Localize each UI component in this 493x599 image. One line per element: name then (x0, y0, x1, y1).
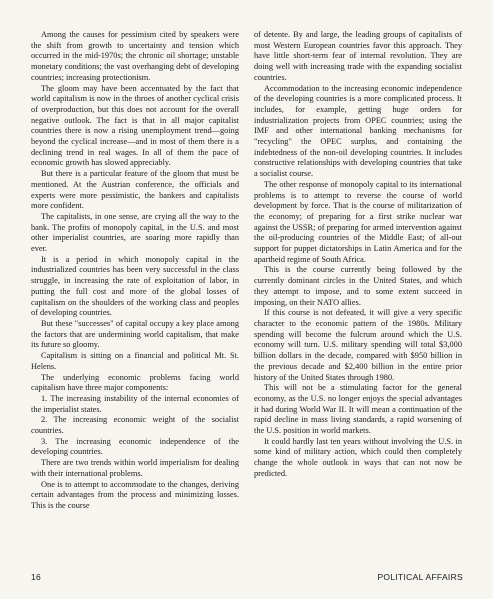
paragraph: There are two trends within world imperialism for dealing with their international problems. (31, 458, 239, 478)
paragraph-continued: of detente. By and large, the leading groups of capitalists of most Western European countries favor this approach. They have little short-term fear of internal revolution. They are doing well with increasing trade with the expanding socialist countries. (254, 30, 462, 82)
paragraph: This will not be a stimulating factor for the general economy, as the U.S. no longer enjoys the special advantages it had during World War II. It will mean a continuation of the rapid decline in mass living standards, a rapid worsening of the U.S. position in world markets. (254, 383, 462, 436)
left-column (31, 30, 239, 512)
paragraph: But there is a particular feature of the gloom that must be mentioned. At the Austrian conference, the officials and experts were more pessimistic, the bankers and capitalists more confident. (31, 169, 239, 211)
paragraph: But these "successes" of capital occupy a key place among the factors that are undermining world capitalism, that make its future so gloomy. (31, 318, 239, 350)
page-number: 16 (31, 572, 42, 582)
paragraph: If this course is not defeated, it will give a very specific character to the economic pattern of the 1980s. Military spending will become the fulcrum around which the U.S. economy will turn. U.S. military spending will total $3,000 billion dollars in the decade, compared with $950 billion in the previous decade and $2,400 billion in the entire prior history of the United States through 1980. (254, 308, 462, 382)
paragraph: It could hardly last ten years without involving the U.S. in some kind of military action, which could then completely change the whole outlook in ways that can not now be predicted. (254, 436, 462, 478)
paragraph: The underlying economic problems facing world capitalism have three major components: (31, 372, 239, 393)
list-item: 3. The increasing economic independence of the developing countries. (31, 436, 239, 457)
list-item: 1. The increasing instability of the internal economies of the imperialist states. (31, 393, 239, 414)
paragraph: This is the course currently being followed by the currently dominant circles in the United States, and which they attempt to impose, and to some extent succeed in imposing, on their NATO allies. (254, 265, 462, 307)
paragraph: The capitalists, in one sense, are crying all the way to the bank. The profits of monopoly capital, in the U.S. and most other imperialist countries, are soaring more rapidly than ever. (31, 211, 239, 254)
publication-name: POLITICAL AFFAIRS (377, 572, 463, 582)
paragraph: The gloom may have been accentuated by the fact that world capitalism is now in the throes of another cyclical crisis of overproduction, but this does not account for the overall negative outlook. The fact is that in all major capitalist countries there is now a rising unemployment trend—going beyond the cyclical increase—and in most of them there is a declining trend in real wages. In all of them the pace of economic growth has slowed appreciably. (31, 83, 239, 168)
right-column (254, 30, 462, 480)
paragraph: Capitalism is sitting on a financial and political Mt. St. Helens. (31, 351, 239, 371)
paragraph: Accommodation to the increasing economic independence of the developing countries is a more complicated process. It includes, for example, getting huge orders for industrialization projects from OPEC countries; using the IMF and other international banking mechanisms for "recycling" the OPEC surplus, and containing the indebtedness of the non-oil developing countries. It includes constructive relationships with developing countries that take a socialist course. (254, 83, 462, 179)
list-item: 2. The increasing economic weight of the socialist countries. (31, 415, 239, 436)
paragraph: Among the causes for pessimism cited by speakers were the shift from growth to uncertainty and tension which occurred in the mid-1970s; the chronic oil shortage; unstable monetary conditions; the vast overhanging debt of developing countries; increasing protectionism. (31, 30, 239, 82)
paragraph: One is to attempt to accommodate to the changes, deriving certain advantages from the process and minimizing losses. This is the course (31, 479, 239, 510)
paragraph: It is a period in which monopoly capital in the industrialized countries has been very successful in the class struggle, in increasing the rate of exploitation of labor, in putting the full cost and more of the global losses of capitalism on the shoulders of the working class and peoples of developing countries. (31, 254, 239, 318)
paragraph: The other response of monopoly capital to its international problems is to attempt to reverse the course of world development by force. That is the course of militarization of the economy; of preparing for a first strike nuclear war against the USSR; of preparing for armed intervention against the oil-producing countries of the Middle East; of all-out support for puppet dictatorships in Latin America and for the apartheid regime of South Africa. (254, 179, 462, 264)
